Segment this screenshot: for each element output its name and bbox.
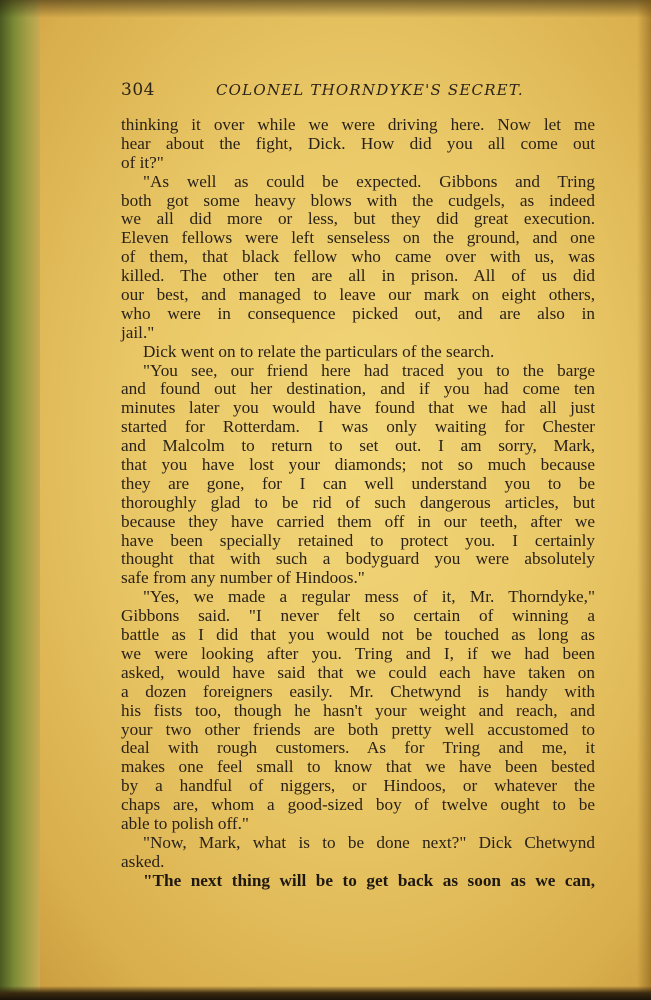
text-line: "Now, Mark, what is to be done next?" Dick Chetwynd	[143, 832, 595, 852]
text-line: both got some heavy blows with the cudgels, as indeed	[121, 190, 595, 210]
page-bottom-edge	[0, 986, 651, 1000]
text-line: that you have lost your diamonds; not so much because	[121, 455, 595, 475]
text-line: Eleven fellows were left senseless on the ground, and one	[121, 228, 595, 248]
text-line: your two other friends are both pretty well accustomed to	[121, 719, 595, 739]
text-line: "You see, our friend here had traced you to the barge	[143, 360, 595, 380]
text-line: "Yes, we made a regular mess of it, Mr. Thorndyke,"	[143, 587, 595, 607]
running-title: COLONEL THORNDYKE'S SECRET.	[216, 81, 524, 99]
text-line: because they have carried them off in our teeth, after we	[121, 511, 595, 531]
text-line: jail."	[121, 322, 155, 342]
text-line: battle as I did that you would not be touched as long as	[121, 625, 595, 645]
text-line: we all did more or less, but they did great execution.	[121, 209, 595, 229]
text-line: Gibbons said. "I never felt so certain of winning a	[121, 606, 595, 626]
body-text	[121, 116, 595, 891]
text-line: hear about the fight, Dick. How did you all come out	[121, 133, 595, 153]
text-line: able to polish off."	[121, 813, 249, 833]
text-line: safe from any number of Hindoos."	[121, 568, 365, 588]
text-line: who were in consequence picked out, and are also in	[121, 303, 595, 323]
page-right-edge	[637, 0, 651, 1000]
book-binding	[0, 0, 40, 1000]
running-header	[121, 80, 601, 104]
text-line: we were looking after you. Tring and I, if we had been	[121, 643, 595, 663]
text-line: his fists too, though he hasn't your weight and reach, and	[121, 700, 595, 720]
text-line: "The next thing will be to get back as soon as we can,	[143, 870, 595, 890]
text-line: asked.	[121, 851, 165, 871]
text-line: by a handful of niggers, or Hindoos, or whatever the	[121, 776, 595, 796]
text-line: and Malcolm to return to set out. I am sorry, Mark,	[121, 436, 595, 456]
text-line: thoroughly glad to be rid of such dangerous articles, but	[121, 492, 595, 512]
text-line: of them, that black fellow who came over with us, was	[121, 247, 595, 267]
text-line: they are gone, for I can well understand you to be	[121, 473, 595, 493]
page-top-shadow	[0, 0, 651, 18]
text-line: "As well as could be expected. Gibbons and Tring	[143, 171, 595, 191]
text-line: minutes later you would have found that we had all just	[121, 398, 595, 418]
text-line: thinking it over while we were driving here. Now let me	[121, 115, 595, 134]
text-line: asked, would have said that we could each have taken on	[121, 662, 595, 682]
text-line: and found out her destination, and if you had come ten	[121, 379, 595, 399]
text-line: chaps are, whom a good-sized boy of twelve ought to be	[121, 795, 595, 815]
text-line: of it?"	[121, 152, 164, 172]
text-line: our best, and managed to leave our mark on eight others,	[121, 285, 595, 305]
text-line: started for Rotterdam. I was only waiting for Chester	[121, 417, 595, 437]
page-number: 304	[121, 80, 155, 100]
text-line: makes one feel small to know that we have been bested	[121, 757, 595, 777]
text-line: have been specially retained to protect you. I certainly	[121, 530, 595, 550]
text-line: a dozen foreigners easily. Mr. Chetwynd is handy with	[121, 681, 595, 701]
text-line: killed. The other ten are all in prison. All of us did	[121, 266, 595, 286]
text-line: deal with rough customers. As for Tring and me, it	[121, 738, 595, 758]
text-line: Dick went on to relate the particulars of the search.	[143, 341, 495, 361]
text-line: thought that with such a bodyguard you were absolutely	[121, 549, 595, 569]
